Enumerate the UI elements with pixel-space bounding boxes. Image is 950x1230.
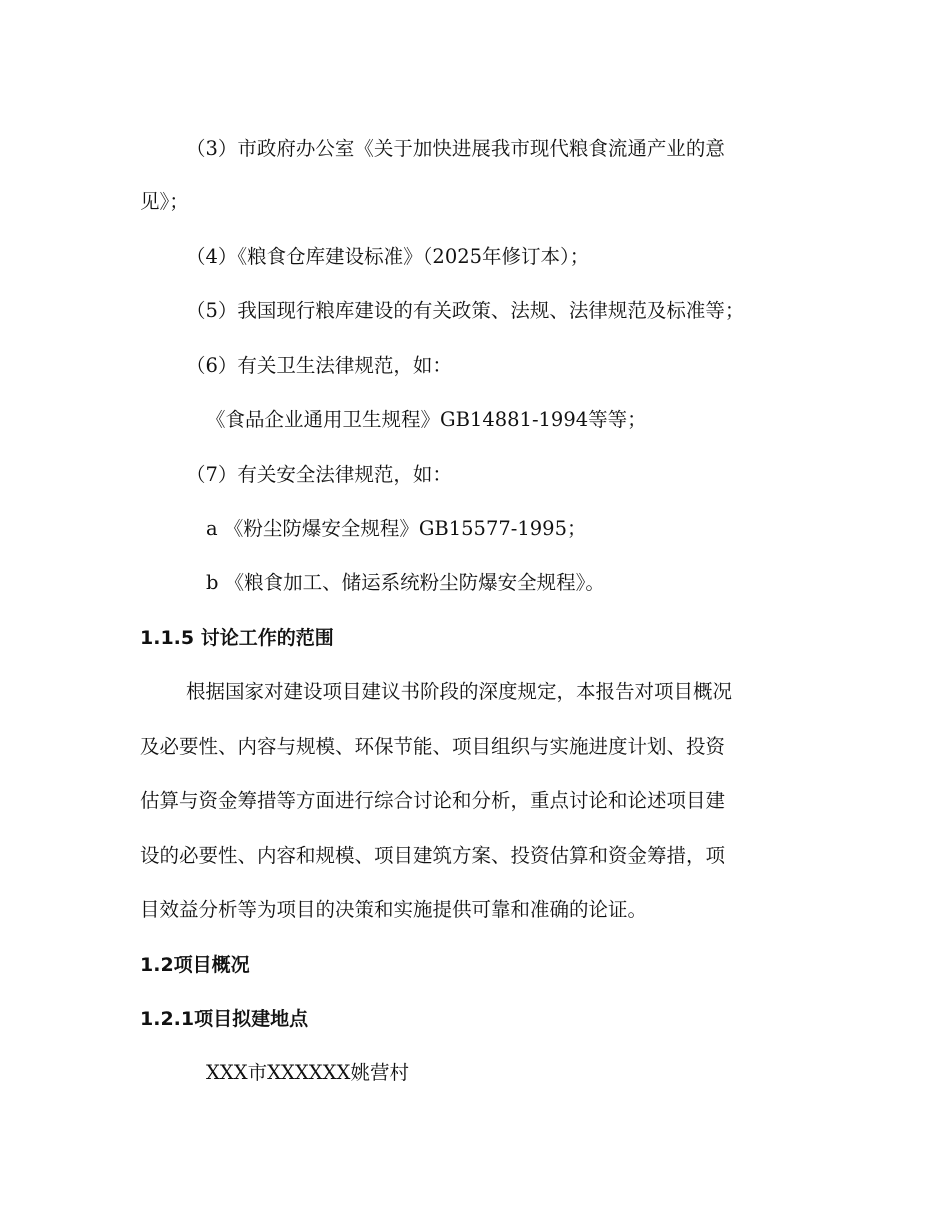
item-5: （5）我国现行粮库建设的有关政策、法规、法律规范及标准等； bbox=[186, 299, 745, 322]
item-7-sub-b: b 《粮食加工、储运系统粉尘防爆安全规程》。 bbox=[206, 571, 605, 594]
item-6: （6）有关卫生法律规范，如： bbox=[186, 354, 452, 377]
project-location: XXX市XXXXXX姚营村 bbox=[206, 1061, 409, 1084]
item-6-sub: 《食品企业通用卫生规程》GB14881-1994等等； bbox=[206, 408, 647, 431]
item-3-line-2: 见》； bbox=[140, 190, 189, 213]
section-1-1-5-para-line-1: 根据国家对建设项目建议书阶段的深度规定，本报告对项目概况 bbox=[186, 680, 733, 703]
section-1-1-5-para-line-4: 设的必要性、内容和规模、项目建筑方案、投资估算和资金筹措，项 bbox=[140, 844, 726, 867]
item-4: （4）《粮食仓库建设标准》（2025年修订本）； bbox=[186, 245, 590, 268]
section-1-1-5-para-line-2: 及必要性、内容与规模、环保节能、项目组织与实施进度计划、投资 bbox=[140, 735, 726, 758]
section-1-1-5-heading: 1.1.5 讨论工作的范围 bbox=[140, 627, 334, 649]
section-1-1-5-para-line-5: 目效益分析等为项目的决策和实施提供可靠和准确的论证。 bbox=[140, 898, 648, 921]
item-7: （7）有关安全法律规范，如： bbox=[186, 463, 452, 486]
section-1-2-1-heading: 1.2.1项目拟建地点 bbox=[140, 1008, 309, 1030]
section-1-1-5-para-line-3: 估算与资金筹措等方面进行综合讨论和分析，重点讨论和论述项目建 bbox=[140, 789, 726, 812]
item-7-sub-a: a 《粉尘防爆安全规程》GB15577-1995； bbox=[206, 517, 587, 540]
section-1-2-heading: 1.2项目概况 bbox=[140, 954, 250, 976]
item-3-line-1: （3）市政府办公室《关于加快进展我市现代粮食流通产业的意 bbox=[186, 137, 725, 160]
